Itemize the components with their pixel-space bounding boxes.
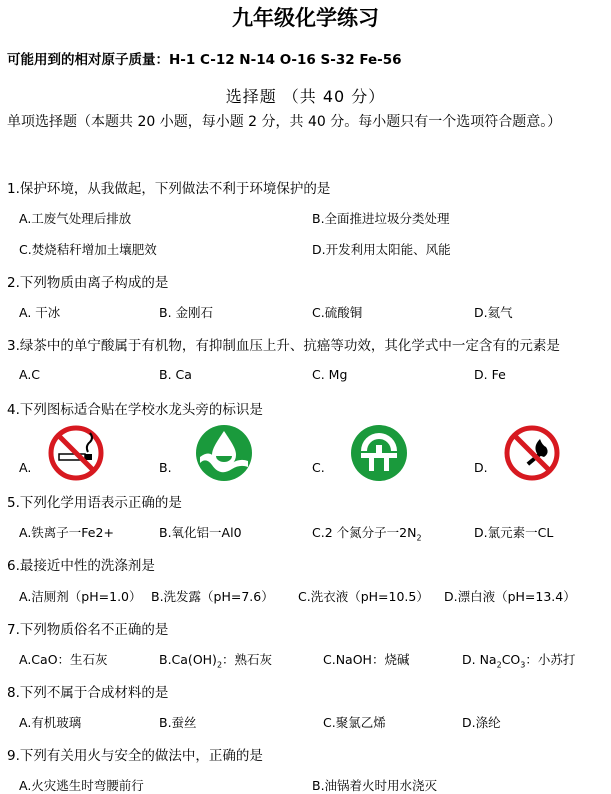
question-6-stem: 6.最接近中性的洗涤剂是 bbox=[7, 558, 155, 574]
question-6-option-d: D.漂白液（pH=13.4） bbox=[444, 589, 576, 604]
question-7-option-b bbox=[159, 650, 272, 670]
question-7-option-d bbox=[462, 650, 575, 670]
question-8-stem: 8.下列不属于合成材料的是 bbox=[7, 685, 169, 701]
question-9-option-a: A.火灾逃生时弯腰前行 bbox=[19, 778, 144, 793]
question-7-option-c: C.NaOH：烧碱 bbox=[323, 652, 410, 667]
question-7-option-a: A.CaO：生石灰 bbox=[19, 652, 108, 667]
question-5-option-a: A.铁离子一Fe2+ bbox=[19, 525, 114, 540]
question-3-stem: 3.绿茶中的单宁酸属于有机物，有抑制血压上升、抗癌等功效，其化学式中一定含有的元素是 bbox=[7, 338, 560, 354]
instructions: 单项选择题（本题共 20 小题，每小题 2 分，共 40 分。每小题只有一个选项符合题意。） bbox=[7, 114, 562, 130]
question-5-option-c-subscript: 2 bbox=[416, 533, 422, 543]
question-5-option-d: D.氯元素一CL bbox=[474, 525, 554, 540]
water-saving-icon bbox=[194, 423, 254, 483]
question-3-option-d: D. Fe bbox=[474, 367, 506, 382]
question-1-option-a: A.工废气处理后排放 bbox=[19, 211, 132, 226]
question-4-option-d: D. bbox=[474, 460, 488, 475]
question-2-option-c: C.硫酸铜 bbox=[312, 305, 363, 320]
question-7-option-b-rest: ：熟石灰 bbox=[222, 652, 273, 667]
question-2-option-a: A. 干冰 bbox=[19, 305, 61, 320]
question-1-stem: 1.保护环境，从我做起，下列做法不利于环境保护的是 bbox=[7, 181, 331, 197]
question-6-option-c: C.洗衣液（pH=10.5） bbox=[298, 589, 429, 604]
question-8-option-a: A.有机玻璃 bbox=[19, 715, 82, 730]
question-5-option-c-text: C.2 个氮分子一2N bbox=[312, 525, 417, 540]
question-9-option-b: B.油锅着火时用水浇灭 bbox=[312, 778, 438, 793]
question-8-option-c: C.聚氯乙烯 bbox=[323, 715, 386, 730]
question-3-option-a: A.C bbox=[19, 367, 41, 382]
question-5-stem: 5.下列化学用语表示正确的是 bbox=[7, 495, 182, 511]
question-4-option-b: B. bbox=[159, 460, 172, 475]
no-open-flame-icon bbox=[502, 423, 562, 483]
atomic-mass-line: 可能用到的相对原子质量：H-1 C-12 N-14 O-16 S-32 Fe-56 bbox=[7, 52, 402, 68]
question-7-option-d-sub1: 2 bbox=[496, 660, 502, 670]
question-7-option-d-sub2: 3 bbox=[520, 660, 526, 670]
question-1-option-c: C.焚烧秸秆增加土壤肥效 bbox=[19, 242, 157, 257]
question-2-stem: 2.下列物质由离子构成的是 bbox=[7, 275, 169, 291]
question-4-option-c: C. bbox=[312, 460, 325, 475]
green-label-icon bbox=[349, 423, 409, 483]
question-7-option-d-rest: ：小苏打 bbox=[525, 652, 576, 667]
page-title: 九年级化学练习 bbox=[232, 6, 379, 30]
question-7-option-d-text: D. Na bbox=[462, 652, 497, 667]
question-7-stem: 7.下列物质俗名不正确的是 bbox=[7, 622, 169, 638]
question-4-stem: 4.下列图标适合贴在学校水龙头旁的标识是 bbox=[7, 402, 263, 418]
question-5-option-c bbox=[312, 523, 422, 543]
no-smoking-icon bbox=[46, 423, 106, 483]
question-2-option-b: B. 金刚石 bbox=[159, 305, 214, 320]
question-5-option-b: B.氧化铝一Al0 bbox=[159, 525, 242, 540]
question-6-option-a: A.洁厕剂（pH=1.0） bbox=[19, 589, 142, 604]
question-3-option-b: B. Ca bbox=[159, 367, 192, 382]
question-6-option-b: B.洗发露（pH=7.6） bbox=[151, 589, 274, 604]
question-9-stem: 9.下列有关用火与安全的做法中，正确的是 bbox=[7, 748, 263, 764]
section-title: 选择题 （共 40 分） bbox=[225, 87, 386, 106]
question-8-option-b: B.蚕丝 bbox=[159, 715, 197, 730]
question-4-option-a: A. bbox=[19, 460, 32, 475]
question-1-option-d: D.开发利用太阳能、风能 bbox=[312, 242, 451, 257]
question-8-option-d: D.涤纶 bbox=[462, 715, 501, 730]
question-1-option-b: B.全面推进垃圾分类处理 bbox=[312, 211, 450, 226]
question-7-option-b-text: B.Ca(OH) bbox=[159, 652, 217, 667]
question-7-option-b-subscript: 2 bbox=[216, 660, 223, 670]
question-3-option-c: C. Mg bbox=[312, 367, 348, 382]
question-2-option-d: D.氦气 bbox=[474, 305, 513, 320]
question-7-option-d-mid: CO bbox=[501, 652, 521, 667]
